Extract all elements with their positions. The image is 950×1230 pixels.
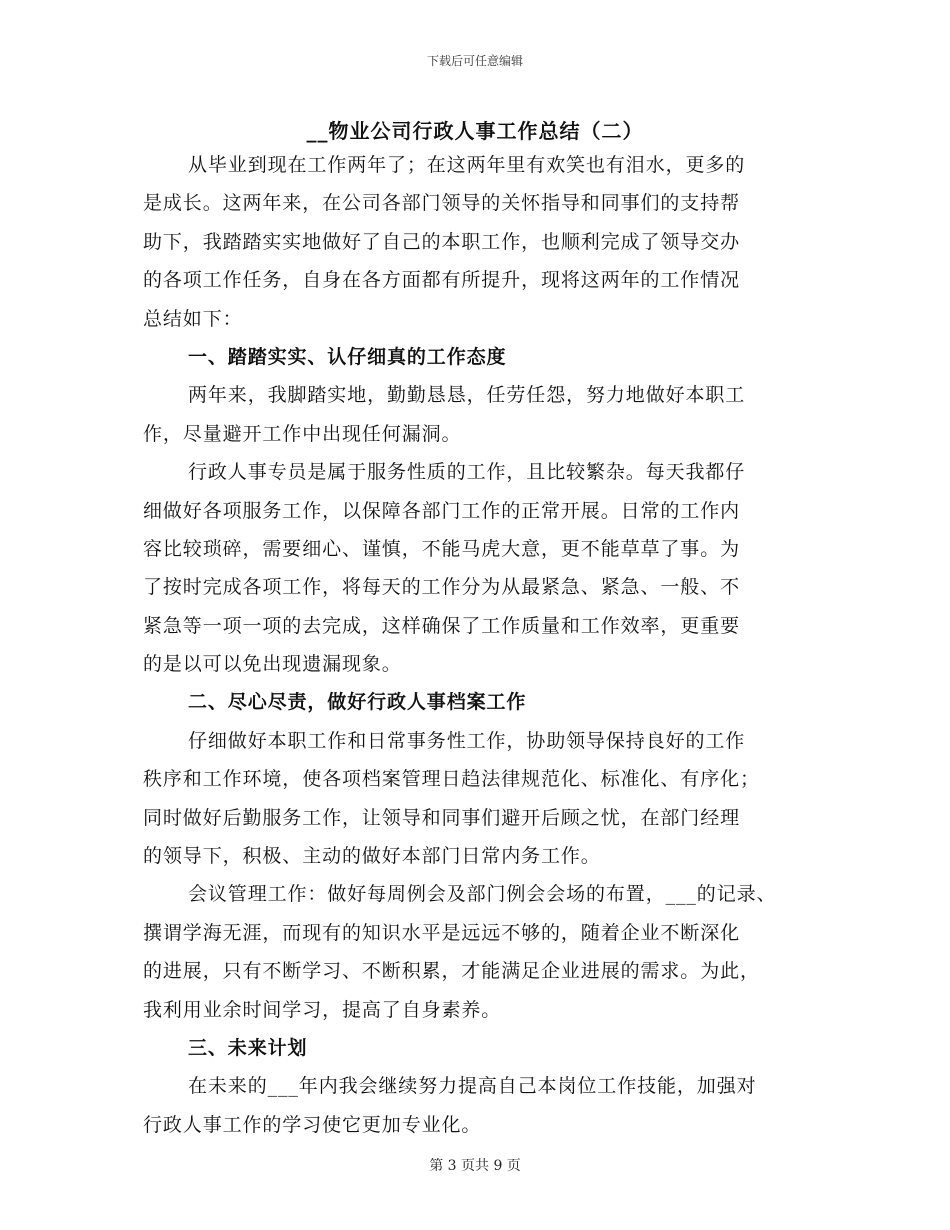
body-text-line: 是成长。这两年来，在公司各部门领导的关怀指导和同事们的支持帮 [143,192,741,215]
body-text-line: 两年来，我脚踏实地，勤勤恳恳，任劳任怨，努力地做好本职工 [188,384,746,407]
body-text-line: 我利用业余时间学习，提高了自身素养。 [143,998,502,1021]
body-text-line: 的进展，只有不断学习、不断积累，才能满足企业进展的需求。为此， [143,960,760,983]
body-text-line: 总结如下： [143,307,243,330]
document-title: __物业公司行政人事工作总结（二） [306,119,644,143]
body-text-line: 容比较琐碎，需要细心、谨慎，不能马虎大意，更不能草草了事。为 [143,537,741,560]
body-text-line: 作，尽量避开工作中出现任何漏洞。 [143,422,462,445]
body-text-line: 的领导下，积极、主动的做好本部门日常内务工作。 [143,845,601,868]
body-text-line: 的是以可以免出现遗漏现象。 [143,653,402,676]
body-text-line: 仔细做好本职工作和日常事务性工作，协助领导保持良好的工作 [188,729,746,752]
page-footer: 第 3 页共 9 页 [429,1158,521,1174]
body-text-line: 会议管理工作：做好每周例会及部门例会会场的布置，___的记录、 [188,883,777,906]
section-heading: 一、踏踏实实、认仔细真的工作态度 [188,345,507,368]
body-text-line: 的各项工作任务，自身在各方面都有所提升，现将这两年的工作情况 [143,269,741,292]
section-heading: 三、未来计划 [188,1036,308,1059]
body-text-line: 同时做好后勤服务工作，让领导和同事们避开后顾之忧，在部门经理 [143,806,741,829]
body-text-line: 从毕业到现在工作两年了；在这两年里有欢笑也有泪水，更多的 [188,154,746,176]
body-text-line: 助下，我踏踏实实地做好了自己的本职工作，也顺利完成了领导交办 [143,230,741,253]
body-text-line: 在未来的___年内我会继续努力提高自己本岗位工作技能，加强对 [188,1075,757,1098]
section-heading: 二、尽心尽责，做好行政人事档案工作 [188,691,527,714]
body-text-line: 紧急等一项一项的去完成，这样确保了工作质量和工作效率，更重要 [143,614,741,637]
body-text-line: 撰谓学海无涯，而现有的知识水平是远远不够的，随着企业不断深化 [143,921,741,944]
body-text-line: 行政人事专员是属于服务性质的工作，且比较繁杂。每天我都仔 [188,461,746,484]
body-text-line: 行政人事工作的学习使它更加专业化。 [143,1113,482,1136]
document-body [143,146,833,1144]
body-text-line: 了按时完成各项工作，将每天的工作分为从最紧急、紧急、一般、不 [143,576,741,599]
body-text-line: 细做好各项服务工作，以保障各部门工作的正常开展。日常的工作内 [143,499,741,522]
body-text-line: 秩序和工作环境，使各项档案管理日趋法律规范化、标准化、有序化； [143,768,760,791]
page-header: 下载后可任意编辑 [426,54,523,68]
